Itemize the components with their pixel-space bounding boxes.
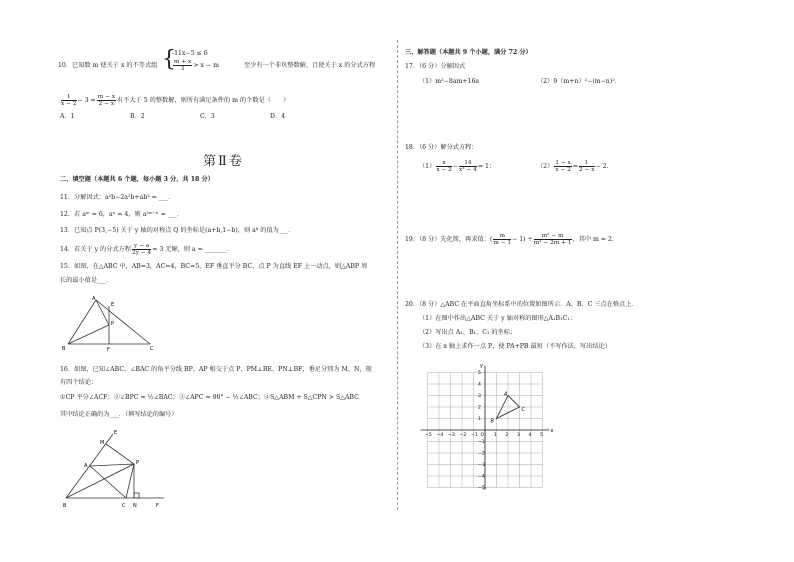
fig15-label-e: E <box>111 302 115 308</box>
y-tick-label: −3 <box>478 463 485 469</box>
x-tick-label: −1 <box>471 433 478 438</box>
x-tick-label: 1 <box>494 433 497 438</box>
y-tick-label: −4 <box>478 474 485 480</box>
q18-part1-f1-den: x − 2 <box>436 167 452 173</box>
fig16-right-angle-n <box>134 493 139 498</box>
q17-part2: （2）9（m+n）²−(m−n)²． <box>537 78 621 85</box>
x-axis-label: x <box>550 428 554 434</box>
q10-frac-num: m + x <box>174 59 192 65</box>
q18-part2-f1-den: x − 2 <box>555 167 571 173</box>
fig15-label-f: F <box>107 347 110 353</box>
q10-line1-post: 至少有一个非负整数解，且使关于 x 的分式方程 <box>244 62 376 69</box>
q10-ineq2-rest: > x − m <box>193 62 219 69</box>
y-axis-label: y <box>480 362 483 369</box>
q14 <box>60 243 233 256</box>
q10-eq-f1-den: x − 2 <box>61 101 77 107</box>
q19-f2-num: m² − m <box>534 233 572 240</box>
q14-pre: 14．若关于 y 的分式方程 <box>60 246 131 253</box>
x-tick-label: −4 <box>436 433 444 438</box>
q20-line1: 20．（8 分）△ABC 在平面直角坐标系中的位置如图所示．A、B、C 三点在格点上． <box>405 301 638 308</box>
fig16-label-a: A <box>84 463 88 469</box>
fig16-line-be <box>66 434 113 498</box>
q14-post: = 3 无解，则 a = _______． <box>152 246 233 253</box>
fig16-label-c: C <box>122 503 126 509</box>
q19-f1-num: m <box>493 233 511 240</box>
x-tick-label: −5 <box>425 433 432 438</box>
q12: 12．若 aᵐ = 6，aⁿ = 4，则 a²ᵐ⁻ⁿ = ___． <box>60 211 184 218</box>
q10-eq-mid: − 3 = <box>77 97 96 104</box>
section-title: 第Ⅱ卷 <box>203 154 244 169</box>
q15-line2: 长的最小值是___． <box>60 277 113 284</box>
x-tick-label: O <box>480 433 485 438</box>
q19-f2-den: m² − 2m + 1 <box>533 240 572 246</box>
q18-part1-f1-num: x <box>436 160 452 167</box>
fig15-label-p: P <box>111 321 115 327</box>
coordinate-grid <box>419 360 559 490</box>
y-tick-label: −1 <box>478 440 485 446</box>
y-tick-label: −2 <box>478 451 485 457</box>
q19-pre: 19．（8 分）先化简，再求值：( <box>405 236 493 243</box>
x-tick-label: 5 <box>540 433 543 438</box>
q10-choice-c[interactable]: C．3 <box>200 113 215 120</box>
q18-part1-rhs: = 1； <box>477 163 496 170</box>
q18-part1-f2-den: x² − 4 <box>459 167 477 173</box>
q14-frac-den: 2y − 4 <box>132 250 152 256</box>
q10-choice-a[interactable]: A．1 <box>60 113 75 120</box>
fig15-label-b: B <box>62 346 66 352</box>
point-label-b: B <box>490 418 494 425</box>
q18-heading: 18．（6 分）解分式方程： <box>405 144 478 151</box>
part2-heading: 二、填空题（本题共 6 个题，每小题 3 分，共 18 分） <box>60 176 214 183</box>
q10-frac-den: 3 <box>180 66 185 72</box>
fig16-label-f: F <box>156 503 159 509</box>
q13: 13．已知点 P(3,−5) 关于 y 轴的对称点 Q 的坐标是(a+b,1−b)，则 aᵇ 的值为___． <box>60 227 295 234</box>
figure-16 <box>58 426 168 510</box>
q18-part2 <box>537 160 613 173</box>
fig16-label-e: E <box>114 430 118 436</box>
q10-eq-f2-den: 2 − x <box>98 101 115 107</box>
q11: 11．分解因式：a²b−2a²b+ab² = ___． <box>60 194 175 201</box>
q17-heading: 17．（6 分）分解因式 <box>405 63 466 70</box>
q16-line1: 16．如图，已知∠ABC、∠BAC 的角平分线 BP、AP 相交于点 P，PM⊥BE，PN⊥BF，垂足分别为 M、N，现 <box>60 366 372 373</box>
q16-line3: ①CP 平分∠ACF；②∠BPC = ½∠BAC；③∠APC = 90° − ½∠ABC；④S△ABM + S△CPN > S△ABC． <box>60 394 366 401</box>
x-tick-label: −3 <box>448 433 455 438</box>
fig16-label-p: P <box>136 460 140 466</box>
q15-line1: 15．如图，在△ABC 中，AB=3，AC=4，BC=5，EF 垂直平分 BC，点 P 为直线 EF 上一动点，则△ABP 周 <box>60 263 368 270</box>
y-tick-label: 4 <box>478 382 481 388</box>
fig16-line-pm <box>106 444 134 464</box>
fig16-line-pc <box>126 464 134 498</box>
figure-15 <box>58 292 168 354</box>
fig15-label-a: A <box>92 296 96 302</box>
q18-part2-f2-den: 2 − x <box>579 167 595 173</box>
column-divider <box>397 40 398 510</box>
point-label-c: C <box>521 407 525 413</box>
q18-part2-f2-num: 1 <box>579 160 595 167</box>
y-tick-label: 2 <box>478 405 481 411</box>
q10-line2 <box>60 94 289 107</box>
q18-part1-op: − <box>452 163 458 170</box>
q18-part2-op: = <box>572 163 578 170</box>
y-tick-label: −5 <box>478 486 485 490</box>
y-tick-label: 3 <box>478 394 481 400</box>
q10-eq-f1-num: 1 <box>61 94 77 101</box>
fig16-line-ap <box>90 464 134 466</box>
q10-choice-b[interactable]: B．2 <box>130 113 145 120</box>
q10-system: { -11x−5 ≤ 6 $\frac{m + x}{3}$ > x − m <box>162 47 219 72</box>
x-tick-label: −2 <box>459 433 467 438</box>
y-tick-label: 5 <box>478 371 481 377</box>
q19 <box>405 233 618 246</box>
q19-post: ，其中 m = 2． <box>572 236 619 243</box>
q10-eq-f2-num: m − x <box>97 94 116 100</box>
q19-mid: − 1) ÷ <box>512 236 533 243</box>
point-label-a: A <box>504 391 508 398</box>
x-tick-label: 3 <box>517 433 520 438</box>
q17-part1: （1）m²−8am+16a <box>419 78 480 85</box>
q18-part1-f2-num: 14 <box>459 160 477 167</box>
q18-part2-rhs: − 2． <box>595 163 613 170</box>
q10-system-ineq1: -11x−5 ≤ 6 <box>172 50 208 57</box>
q10-intro: 10．已知数 m 使关于 x 的不等式组 <box>58 62 158 69</box>
q14-frac-num: y − a <box>133 243 150 249</box>
q20-part3: （3）在 x 轴上求作一点 P，使 PA+PB 最短（不写作法，写出结论） <box>419 343 611 350</box>
q10-choice-d[interactable]: D．4 <box>270 113 286 120</box>
fig16-label-m: M <box>100 440 105 446</box>
q16-line2: 有四个结论： <box>60 379 98 386</box>
q10-line1 <box>58 62 157 70</box>
y-tick-label: 1 <box>478 417 481 423</box>
x-tick-label: 2 <box>505 433 509 438</box>
part3-heading: 三、解答题（本题共 9 个小题，满分 72 分） <box>405 49 532 56</box>
x-tick-label: 4 <box>528 433 532 438</box>
q20-part1: （1）在图中作出△ABC 关于 y 轴对称的图形△A₁B₁C₁； <box>419 315 576 322</box>
fig15-line-ap <box>96 300 109 325</box>
q18-part2-label: （2） <box>537 163 554 170</box>
q10-line2-post: 有不大于 5 的整数解，则所有满足条件的 m 的个数是（ ） <box>117 97 290 104</box>
fig16-line-bp <box>66 464 134 498</box>
q20-part2: （2）写出点 A₁、B₁、C₁ 的坐标； <box>419 329 517 336</box>
q19-f1-den: m − 1 <box>493 240 512 246</box>
q18-part2-f1-num: 1 − x <box>555 160 571 166</box>
fig16-label-n: N <box>133 503 137 509</box>
q18-part1 <box>419 160 495 173</box>
fig16-label-b: B <box>63 503 67 509</box>
q16-line4: 其中结论正确的为___．（填写结论的编号） <box>60 411 178 418</box>
fig15-line-ac <box>96 300 150 344</box>
q18-part1-label: （1） <box>419 163 436 170</box>
fig15-label-c: C <box>150 346 154 352</box>
